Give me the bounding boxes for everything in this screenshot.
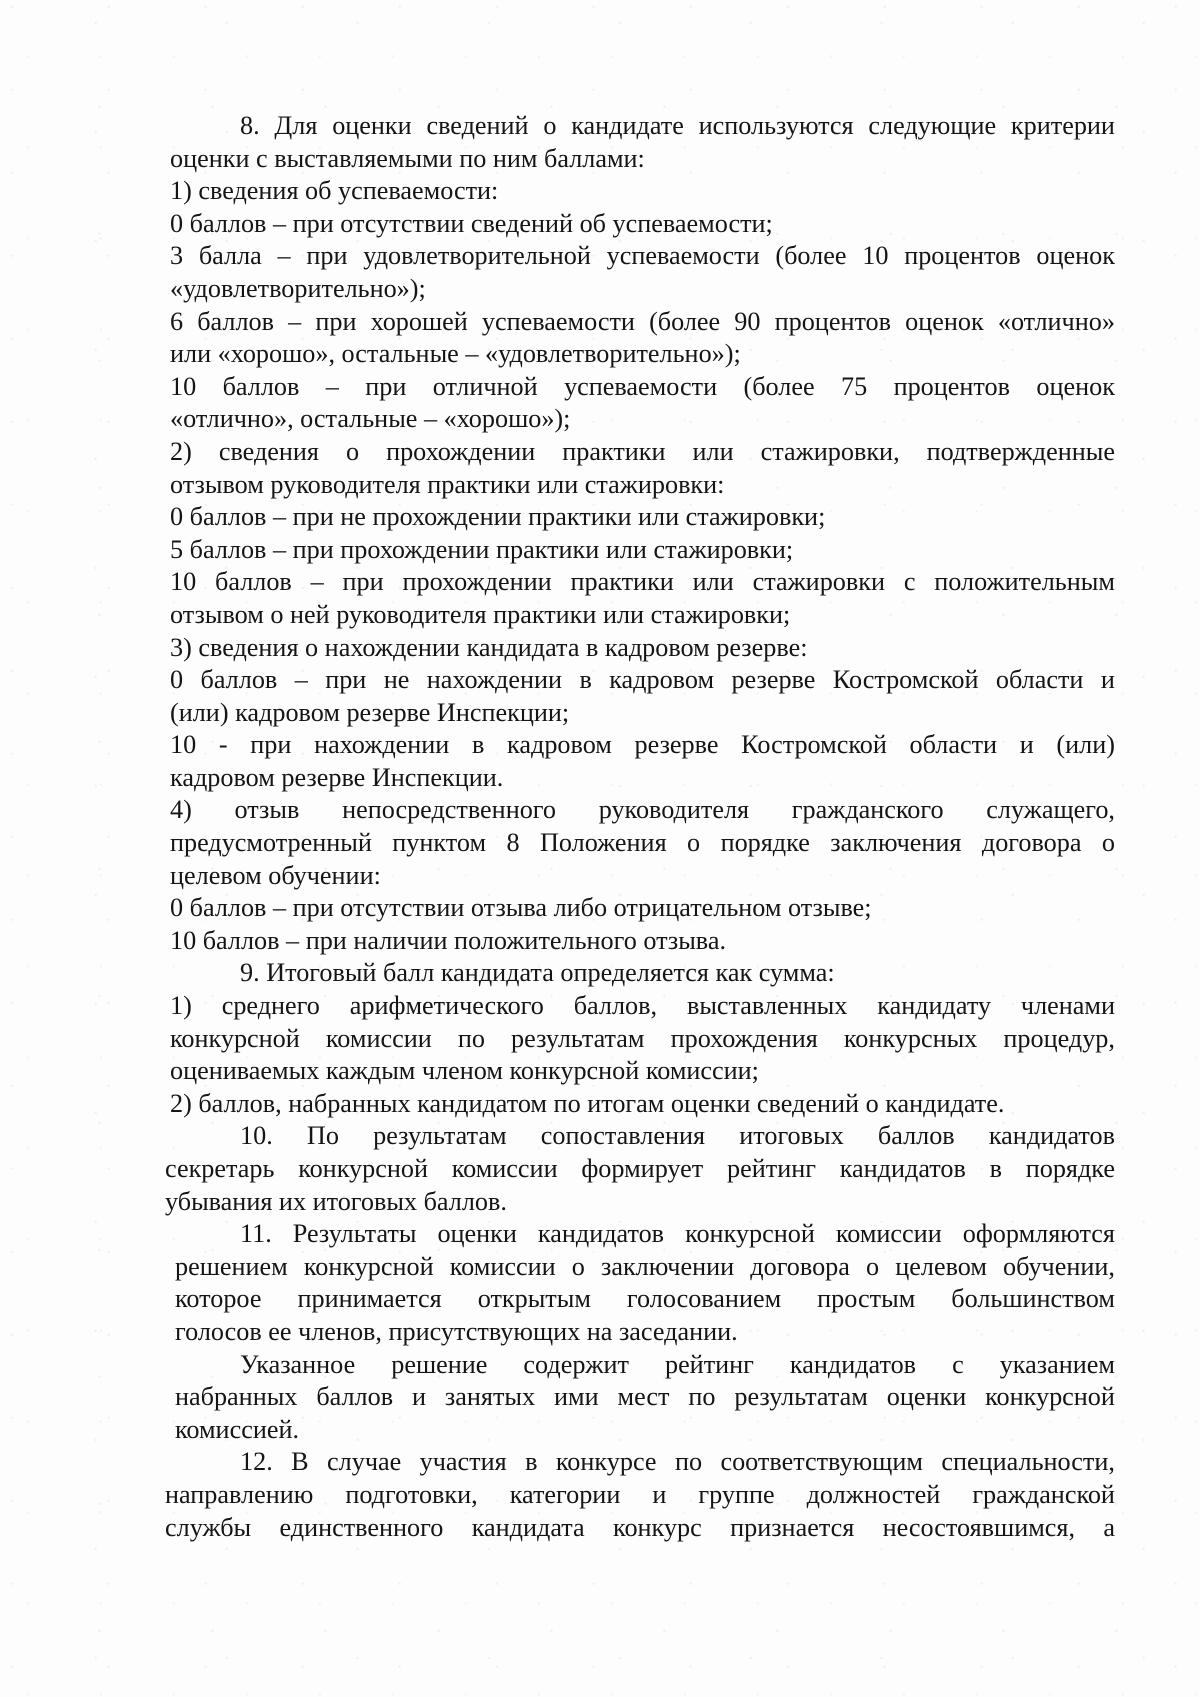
text-word: предусмотренный (170, 828, 372, 858)
text-word: сведения (218, 436, 319, 466)
text-word: процентов (774, 306, 892, 336)
text-word: признается (730, 1512, 855, 1542)
text-word: конкурсной (303, 1251, 434, 1281)
text-line: 0 баллов – при не прохождении практики или стажировки; (170, 502, 826, 532)
text-word: удовлетворительной (363, 241, 591, 271)
text-line (165, 306, 1115, 339)
text-word: комиссии (325, 1023, 432, 1053)
text-word: прохождении (402, 567, 552, 597)
text-word: и (1019, 730, 1034, 760)
text-word: комиссии (449, 1251, 556, 1281)
text-word: открытым (477, 1284, 591, 1314)
text-word: в (579, 665, 592, 695)
text-word: прохождения (670, 1023, 818, 1053)
text-word: должностей (806, 1479, 941, 1509)
text-word: баллов (877, 1121, 955, 1151)
text-word: по (674, 1447, 703, 1477)
text-word: процедур, (1003, 1023, 1115, 1053)
text-word: балла (198, 241, 262, 271)
text-word: о (1101, 828, 1115, 858)
text-word: критерии (1010, 111, 1115, 140)
text-word: результатам (511, 1023, 645, 1053)
text-word: решение (391, 1349, 488, 1379)
text-word: 10. (240, 1121, 273, 1151)
text-word: указанием (999, 1349, 1115, 1379)
text-line: оцениваемых каждым членом конкурсной комиссии; (170, 1056, 759, 1086)
text-word: и (412, 1382, 427, 1412)
text-line (165, 794, 1115, 827)
text-word: служащего, (986, 795, 1115, 825)
text-line (165, 1381, 1115, 1414)
text-word: – (310, 567, 324, 597)
text-line (165, 436, 1115, 469)
text-line (165, 1251, 1115, 1284)
text-word: кандидатов (789, 1349, 917, 1379)
text-word: заключении (600, 1251, 735, 1281)
text-word: набранных (175, 1382, 298, 1412)
text-word: Для (274, 111, 318, 140)
text-word: которое (175, 1284, 262, 1314)
text-word: о (345, 436, 360, 466)
text-word: группе (698, 1479, 775, 1509)
text-word: прохождении (386, 436, 536, 466)
text-word: - (218, 730, 228, 760)
text-word: кандидате (571, 111, 684, 140)
text-word: рейтинг (664, 1349, 754, 1379)
text-word: Костромской (832, 665, 979, 695)
text-word: голосованием (626, 1284, 782, 1314)
text-word: 0 (170, 665, 184, 695)
text-line: 3) сведения о нахождении кандидата в кадровом резерве: (170, 632, 808, 662)
text-word: (более (743, 371, 815, 401)
text-word: Костромской (741, 730, 887, 760)
text-word: в (989, 1154, 1002, 1183)
text-word: нахождении (426, 665, 563, 695)
text-word: руководителя (598, 795, 750, 825)
text-word: кадровом (507, 730, 612, 760)
text-line: 2) баллов, набранных кандидатом по итогам оценки сведений о кандидате. (170, 1088, 1005, 1118)
text-line (165, 1512, 1115, 1545)
text-word: в (472, 730, 485, 760)
text-word: процентов (904, 241, 1021, 271)
text-word: порядке (1025, 1154, 1115, 1183)
text-word: специальности, (941, 1447, 1115, 1477)
text-line: голосов ее членов, присутствующих на заседании. (175, 1316, 738, 1346)
text-word: обучении, (1003, 1251, 1115, 1281)
text-word: конкурсной (170, 1023, 300, 1053)
text-word: при (250, 730, 292, 760)
text-word: содержит (523, 1349, 629, 1379)
text-word: договора (750, 1251, 850, 1281)
text-word: при (315, 306, 357, 336)
text-word: кандидатов (537, 1219, 665, 1249)
text-word: случае (327, 1447, 402, 1477)
text-word: подтвержденные (926, 436, 1115, 466)
text-line: комиссией. (175, 1414, 300, 1444)
text-line (165, 110, 1115, 143)
text-word: заключения (830, 828, 962, 858)
text-word: 10 (170, 371, 197, 401)
text-word: нахождении (314, 730, 450, 760)
text-word: непосредственного (342, 795, 556, 825)
text-word: кандидатов (839, 1154, 966, 1183)
text-word: 1) (170, 991, 192, 1021)
text-word: кадровом (609, 665, 715, 695)
text-word: не (383, 665, 410, 695)
text-word: сопоставления (540, 1121, 706, 1151)
text-word: баллов (197, 306, 274, 336)
text-word: хорошей (370, 306, 468, 336)
text-line: кадровом резерве Инспекции. (170, 762, 504, 792)
text-word: конкурсной (685, 1219, 815, 1249)
text-word: баллов (222, 371, 300, 401)
text-word: кандидата (471, 1512, 585, 1542)
text-word: сведений (426, 111, 529, 140)
text-line (165, 1479, 1115, 1512)
text-line (165, 990, 1115, 1023)
text-word: соответствующим (720, 1447, 923, 1477)
text-word: процентов (893, 371, 1010, 401)
text-line: оценки с выставляемыми по ним баллами: (170, 143, 645, 173)
text-word: при (342, 567, 384, 597)
text-line: отзывом руководителя практики или стажировки: (170, 469, 725, 499)
text-word: оценок (1036, 371, 1115, 401)
text-word: или (692, 436, 734, 466)
text-word: области (909, 730, 998, 760)
text-word: с (952, 1349, 964, 1379)
text-word: стажировки, (760, 436, 900, 466)
text-word: о (543, 111, 557, 140)
text-word: рейтинг (727, 1154, 816, 1183)
text-word: выставленных (686, 991, 848, 1021)
text-word: мест (617, 1382, 670, 1412)
text-word: при (325, 665, 367, 695)
text-word: По (306, 1121, 339, 1151)
text-word: используются (698, 111, 854, 140)
text-word: подготовки, (345, 1479, 478, 1509)
text-word: ими (554, 1382, 599, 1412)
document-body (165, 110, 1115, 1544)
text-word: службы (165, 1512, 252, 1542)
text-word: среднего (221, 991, 320, 1021)
text-word: 90 (734, 306, 761, 336)
text-word: при (365, 371, 407, 401)
text-line (165, 240, 1115, 273)
text-word: и (652, 1479, 667, 1509)
text-word: резерве (634, 730, 719, 760)
text-word: успеваемости (564, 371, 718, 401)
text-line (165, 1283, 1115, 1316)
text-word: резерве (731, 665, 816, 695)
text-word: членами (1020, 991, 1115, 1021)
text-word: 10 (862, 241, 889, 271)
text-line: 1) сведения об успеваемости: (170, 176, 499, 206)
text-word: решением (175, 1251, 288, 1281)
text-word: – (277, 241, 291, 271)
text-word: участия (419, 1447, 507, 1477)
text-word: 3 (170, 241, 184, 271)
text-word: конкурс (613, 1512, 702, 1542)
text-word: категории (509, 1479, 621, 1509)
text-word: следующие (868, 111, 997, 140)
text-word: результатам (373, 1121, 507, 1151)
text-word: оценки (437, 1219, 517, 1249)
text-word: оценки (332, 111, 412, 140)
text-word: баллов (200, 665, 278, 695)
text-word: – (288, 306, 302, 336)
text-line (165, 1446, 1115, 1479)
text-line: 5 баллов – при прохождении практики или стажировки; (170, 534, 794, 564)
text-word: по (688, 1382, 716, 1412)
text-word: 8 (506, 828, 520, 858)
text-word: Указанное (240, 1349, 356, 1379)
text-word: 75 (840, 371, 868, 401)
text-word: результатам (734, 1382, 868, 1412)
text-word: конкурсе (555, 1447, 657, 1477)
text-line (165, 1218, 1115, 1251)
text-word: оформляются (962, 1219, 1115, 1249)
text-word: отличной (432, 371, 538, 401)
text-word: секретарь (165, 1154, 275, 1183)
text-word: арифметического (349, 991, 544, 1021)
text-word: и (1100, 665, 1115, 695)
text-word: – (325, 371, 339, 401)
text-word: В (291, 1447, 309, 1477)
text-word: о (866, 1251, 880, 1281)
text-word: конкурсной (985, 1382, 1115, 1412)
text-line: 0 баллов – при отсутствии отзыва либо отрицательном отзыве; (170, 893, 872, 923)
text-line: 10 баллов – при наличии положительного отзыва. (170, 925, 726, 955)
text-line: (или) кадровом резерве Инспекции; (170, 697, 570, 727)
text-word: кандидату (877, 991, 992, 1021)
text-line (165, 1349, 1115, 1382)
text-word: с (903, 567, 916, 597)
text-word: занятых (444, 1382, 536, 1412)
text-line: или «хорошо», остальные – «удовлетворительно»); (170, 339, 741, 369)
text-word: 11. (240, 1219, 272, 1249)
text-word: при (306, 241, 348, 271)
text-line (165, 566, 1115, 599)
text-word: конкурсной (298, 1154, 428, 1183)
text-word: области (995, 665, 1084, 695)
text-word: (или) (1056, 730, 1115, 760)
text-line (165, 1120, 1115, 1153)
text-word: положительным (934, 567, 1115, 597)
text-word: баллов (215, 567, 292, 597)
text-word: практики (570, 567, 674, 597)
text-word: 12. (240, 1447, 273, 1477)
text-word: принимается (297, 1284, 442, 1314)
text-word: 6 (170, 306, 184, 336)
text-word: 10 (170, 567, 197, 597)
text-word: стажировки (752, 567, 885, 597)
text-word: – (294, 665, 308, 695)
text-word: простым (817, 1284, 916, 1314)
text-line (165, 729, 1115, 762)
text-word: несостоявшимся, (882, 1512, 1075, 1542)
text-line: целевом обучении: (170, 860, 381, 890)
text-word: 10 (170, 730, 197, 760)
text-word: о (571, 1251, 585, 1281)
text-line (165, 1023, 1115, 1056)
text-word: 2) (170, 436, 192, 466)
text-word: направлению (165, 1479, 314, 1509)
text-word: договора (981, 828, 1082, 858)
text-word: гражданской (972, 1479, 1115, 1509)
text-word: (более (775, 241, 847, 271)
text-word: оценок (905, 306, 984, 336)
text-line: отзывом о ней руководителя практики или стажировки; (170, 599, 791, 629)
text-word: оценки (886, 1382, 967, 1412)
text-line (165, 1153, 1115, 1186)
text-word: в (525, 1447, 538, 1477)
text-word: пунктом (392, 828, 487, 858)
text-word: практики (562, 436, 666, 466)
text-line (165, 664, 1115, 697)
text-word: порядке (720, 828, 810, 858)
text-word: по (457, 1023, 485, 1053)
text-word: формирует (581, 1154, 704, 1183)
text-line: убывания их итоговых баллов. (165, 1186, 507, 1216)
text-line (165, 371, 1115, 404)
text-word: о (687, 828, 701, 858)
text-word: целевом (895, 1251, 987, 1281)
text-word: большинством (951, 1284, 1115, 1314)
text-word: конкурсных (843, 1023, 978, 1053)
text-word: кандидатов (988, 1121, 1115, 1151)
text-word: «отлично» (997, 306, 1115, 336)
text-word: 4) (170, 795, 192, 825)
text-word: отзыв (234, 795, 300, 825)
text-word: баллов, (573, 991, 658, 1021)
text-line: «отлично», остальные – «хорошо»); (170, 404, 571, 434)
text-word: баллов (316, 1382, 394, 1412)
text-word: оценок (1036, 241, 1115, 271)
text-word: Результаты (292, 1219, 417, 1249)
text-word: комиссии (835, 1219, 942, 1249)
text-word: итоговых (739, 1121, 844, 1151)
text-word: успеваемости (606, 241, 760, 271)
text-line: 9. Итоговый балл кандидата определяется как сумма: (240, 958, 835, 988)
text-word: или (692, 567, 734, 597)
text-word: единственного (279, 1512, 444, 1542)
text-word: комиссии (451, 1154, 558, 1183)
text-word: гражданского (791, 795, 944, 825)
text-word: а (1103, 1512, 1115, 1542)
text-word: Положения (540, 828, 667, 858)
text-word: 8. (240, 111, 260, 140)
text-line: 0 баллов – при отсутствии сведений об успеваемости; (170, 208, 773, 238)
text-line: «удовлетворительно»); (170, 273, 426, 303)
text-word: успеваемости (481, 306, 635, 336)
text-word: (более (649, 306, 721, 336)
text-line (165, 827, 1115, 860)
